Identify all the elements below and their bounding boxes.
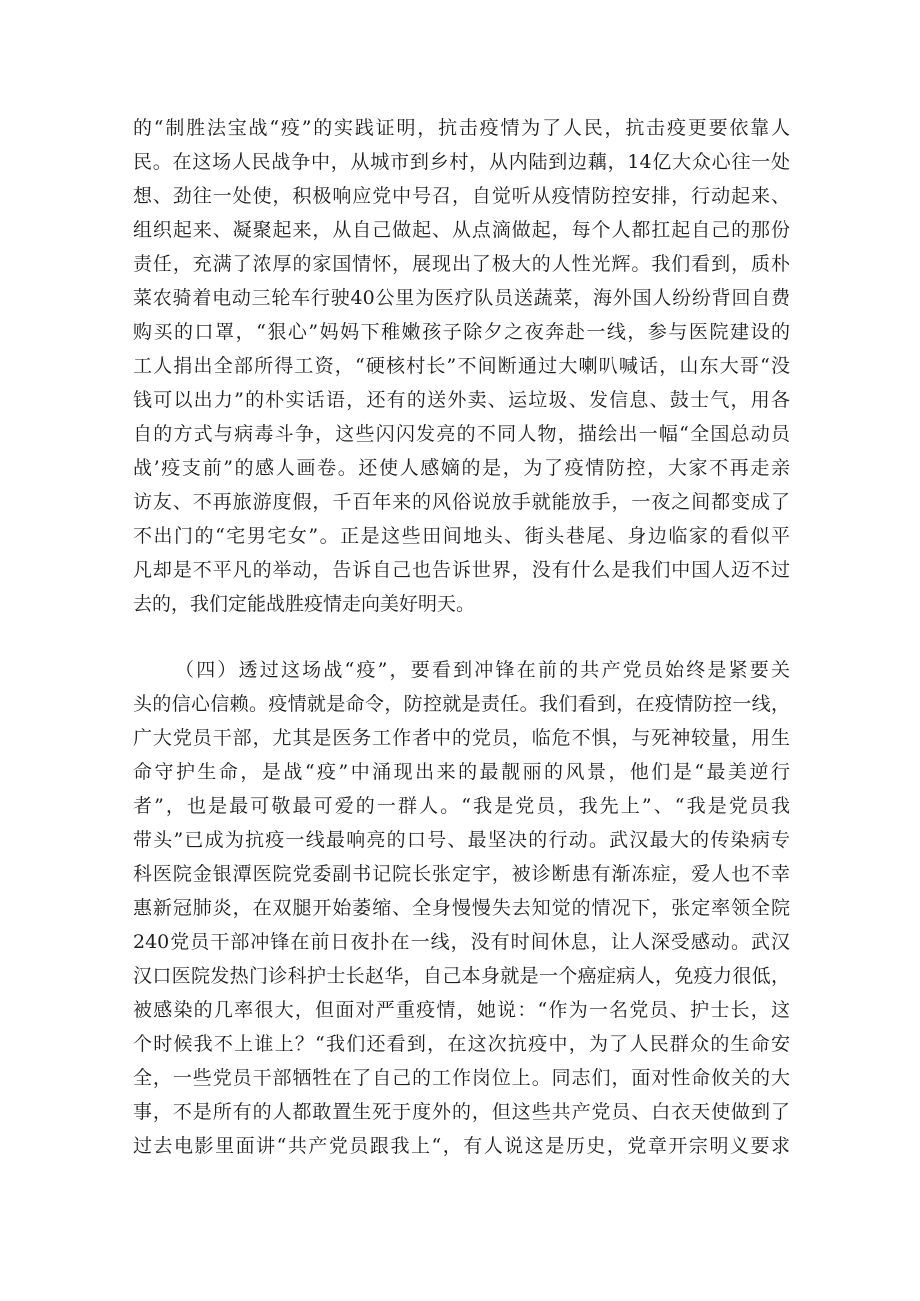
text-line: 访友、不再旅游度假，千百年来的风俗说放手就能放手，一夜之间都变成了 xyxy=(133,491,790,513)
text-line: 240党员干部冲锋在前日夜扑在一线，没有时间休息，让人深受感动。武汉 xyxy=(133,931,790,953)
text-line: 工人捐出全部所得工资，“硬核村长”不间断通过大喇叭喊话，山东大哥“没 xyxy=(133,355,790,377)
paragraph xyxy=(133,111,790,621)
text-line: 带头”已成为抗疫一线最响亮的口号、最坚决的行动。武汉最大的传染病专 xyxy=(133,829,790,851)
text-line: 全，一些党员干部牺牲在了自己的工作岗位上。同志们，面对性命攸关的大 xyxy=(133,1067,790,1089)
text-line: 购买的口罩，“狠心”妈妈下稚嫩孩子除夕之夜奔赴一线，参与医院建设的 xyxy=(133,321,790,343)
text-line: 过去电影里面讲“共产党员跟我上“，有人说这是历史，党章开宗明义要求 xyxy=(133,1135,790,1157)
text-line: 者”，也是最可敬最可爱的一群人。“我是党员，我先上”、“我是党员我 xyxy=(133,795,790,817)
paragraph xyxy=(133,653,790,1163)
text-line: 事，不是所有的人都敢置生死于度外的，但这些共产党员、白衣天使做到了 xyxy=(133,1101,790,1123)
text-line: 想、劲往一处使，积极响应党中号召，自觉听从疫情防控安排，行动起来、 xyxy=(133,185,790,207)
text-line: 凡却是不平凡的举动，告诉自己也告诉世界，没有什么是我们中国人迈不过 xyxy=(133,559,790,581)
text-line: 头的信心信赖。疫情就是命令，防控就是责任。我们看到，在疫情防控一线， xyxy=(133,693,790,715)
text-line: 惠新冠肺炎，在双腿开始萎缩、全身慢慢失去知觉的情况下，张定率领全院 xyxy=(133,897,790,919)
text-line: 责任，充满了浓厚的家国情怀，展现出了极大的人性光辉。我们看到，质朴 xyxy=(133,253,790,275)
text-line: 科医院金银潭医院党委副书记院长张定宇，被诊断患有渐冻症，爱人也不幸 xyxy=(133,863,790,885)
text-line: 的“制胜法宝战“疫”的实践证明，抗击疫情为了人民，抗击疫更要依靠人 xyxy=(133,117,790,139)
text-line: 命守护生命，是战“疫”中涌现出来的最靓丽的风景，他们是“最美逆行 xyxy=(133,761,790,783)
text-line: 民。在这场人民战争中，从城市到乡村，从内陆到边藕，14亿大众心往一处 xyxy=(133,151,790,173)
text-line: 被感染的几率很大，但面对严重疫情，她说：“作为一名党员、护士长，这 xyxy=(133,999,790,1021)
text-line: 个时候我不上谁上？“我们还看到，在这次抗疫中，为了人民群众的生命安 xyxy=(133,1033,790,1055)
text-line: 去的，我们定能战胜疫情走向美好明天。 xyxy=(133,593,476,615)
text-line: 组织起来、凝聚起来，从自己做起、从点滴做起，每个人都扛起自己的那份 xyxy=(133,219,790,241)
text-line: 菜农骑着电动三轮车行驶40公里为医疗队员送蔬菜，海外国人纷纷背回自费 xyxy=(133,287,790,309)
body-text xyxy=(133,111,790,1163)
text-line: 广大党员干部，尤其是医务工作者中的党员，临危不惧，与死神较量，用生 xyxy=(133,727,790,749)
text-line: （四）透过这场战“疫”，要看到冲锋在前的共产党员始终是紧要关 xyxy=(175,659,790,681)
text-line: 不出门的“宅男宅女”。正是这些田间地头、街头巷尾、身边临家的看似平 xyxy=(133,525,790,547)
text-line: 汉口医院发热门诊科护士长赵华，自己本身就是一个癌症病人，免疫力很低， xyxy=(133,965,790,987)
text-line: 自的方式与病毒斗争，这些闪闪发亮的不同人物，描绘出一幅“全国总动员 xyxy=(133,423,790,445)
text-line: 钱可以出力”的朴实话语，还有的送外卖、运垃圾、发信息、鼓士气，用各 xyxy=(133,389,790,411)
text-line: 战’疫支前”的感人画卷。还使人感嫡的是，为了疫情防控，大家不再走亲 xyxy=(133,457,790,479)
